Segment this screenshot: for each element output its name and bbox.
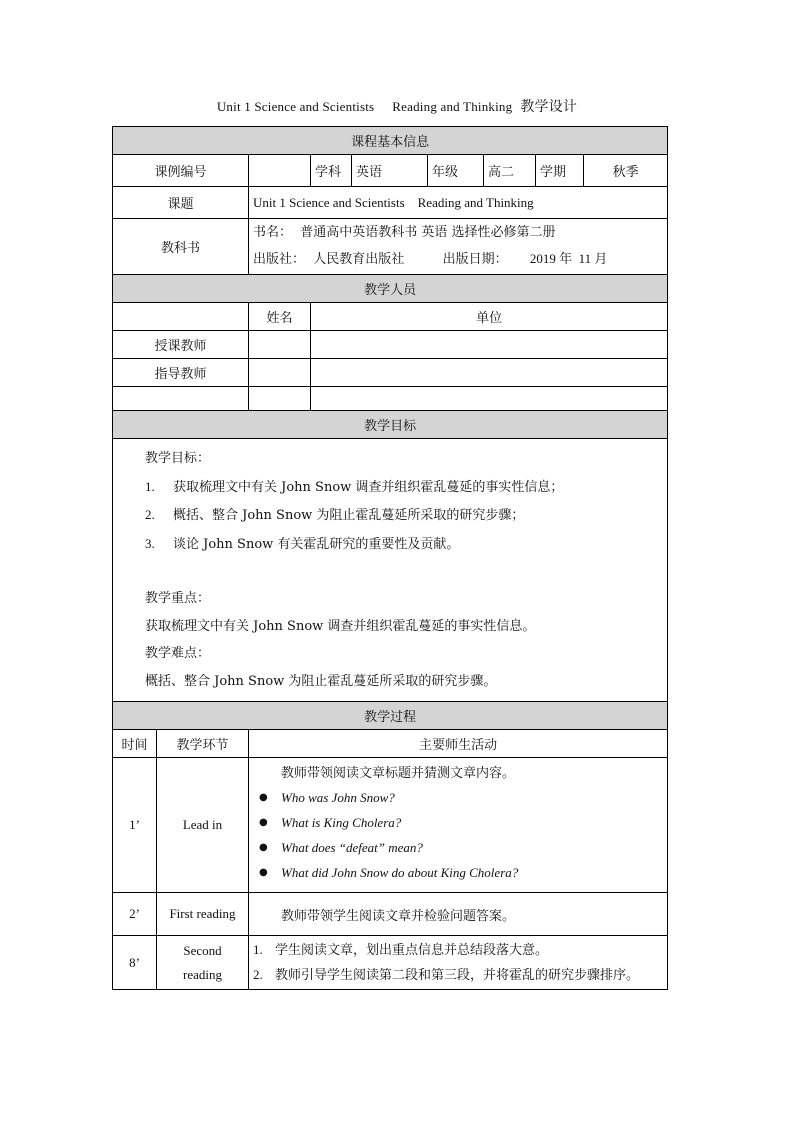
bullet-icon: ● [259, 867, 268, 878]
staff-unit [311, 387, 668, 411]
step-item [253, 938, 663, 963]
process-col-activity: 主要师生活动 [249, 730, 668, 758]
staff-unit [311, 331, 668, 359]
subject-value: 英语 [352, 155, 428, 187]
question-text: What is King Cholera? [281, 815, 402, 830]
title-section: Reading and Thinking [392, 99, 513, 114]
staff-row [113, 359, 668, 387]
section-header-basic: 课程基本信息 [113, 127, 668, 155]
goals-label: 教学目标： [145, 451, 211, 466]
section-header-objectives: 教学目标 [113, 411, 668, 439]
question-list [253, 786, 663, 886]
process-row [113, 758, 668, 893]
document-title [0, 96, 794, 116]
section-header-staff: 教学人员 [113, 275, 668, 303]
goal-item [145, 473, 659, 502]
process-stage: Lead in [157, 758, 249, 893]
process-time: 1’ [113, 758, 157, 893]
stage-line: Second [183, 942, 222, 958]
bullet-icon: ● [259, 842, 268, 853]
key-point-label: 教学重点： [145, 591, 211, 606]
process-activity [249, 936, 668, 990]
process-row [113, 893, 668, 936]
question-text: Who was John Snow? [281, 790, 395, 805]
goal-text: 获取梳理文中有关 John Snow 调查并组织霍乱蔓延的事实性信息； [173, 479, 564, 495]
question-text: What does “defeat” mean? [281, 840, 423, 855]
case-no-value [249, 155, 311, 187]
goal-text: 概括、整合 John Snow 为阻止霍乱蔓延所采取的研究步骤； [173, 508, 525, 523]
publisher-label: 出版社： [253, 252, 306, 267]
section-header-process: 教学过程 [113, 702, 668, 730]
question-item [253, 861, 663, 886]
stage-line: reading [183, 966, 222, 982]
book-name-value: 普通高中英语教科书 英语 选择性必修第二册 [300, 225, 556, 240]
process-col-time: 时间 [113, 730, 157, 758]
goal-number: 3. [145, 535, 155, 551]
process-activity [249, 758, 668, 893]
step-number: 2. [253, 966, 263, 982]
lesson-plan-table [112, 126, 668, 990]
topic-label: 课题 [113, 187, 249, 219]
activity-intro: 教师带领阅读文章标题并猜测文章内容。 [281, 766, 516, 781]
textbook-info [249, 219, 668, 275]
process-row [113, 936, 668, 990]
staff-row [113, 331, 668, 359]
step-item [253, 963, 663, 988]
difficulty-text: 概括、整合 John Snow 为阻止霍乱蔓延所采取的研究步骤。 [145, 673, 497, 689]
step-number: 1. [253, 941, 263, 957]
goal-text: 谈论 John Snow 有关霍乱研究的重要性及贡献。 [173, 536, 460, 552]
process-stage: First reading [157, 893, 249, 936]
staff-role: 指导教师 [113, 359, 249, 387]
subject-label: 学科 [311, 155, 352, 187]
bullet-icon: ● [259, 817, 268, 828]
staff-name [249, 331, 311, 359]
difficulty-label: 教学难点： [145, 646, 211, 661]
goal-number: 2. [145, 507, 155, 522]
case-no-label: 课例编号 [113, 155, 249, 187]
objectives-block [113, 439, 668, 702]
term-value: 秋季 [584, 155, 668, 187]
bullet-icon: ● [259, 792, 268, 803]
goal-number: 1. [145, 478, 155, 494]
topic-value: Unit 1 Science and Scientists Reading and Thinking [249, 187, 668, 219]
key-point-text: 获取梳理文中有关 John Snow 调查并组织霍乱蔓延的事实性信息。 [145, 618, 536, 634]
process-activity: 教师带领学生阅读文章并检验问题答案。 [249, 893, 668, 936]
staff-row [113, 387, 668, 411]
title-unit: Unit 1 Science and Scientists [216, 99, 375, 114]
pub-date-label: 出版日期： [442, 252, 508, 267]
question-item [253, 836, 663, 861]
term-label: 学期 [536, 155, 584, 187]
pub-date-value: 2019 年 11 月 [529, 251, 608, 266]
process-stage [157, 936, 249, 990]
grade-label: 年级 [428, 155, 484, 187]
publisher-value: 人民教育出版社 [313, 252, 405, 267]
staff-role: 授课教师 [113, 331, 249, 359]
grade-value: 高二 [484, 155, 536, 187]
process-col-stage: 教学环节 [157, 730, 249, 758]
title-suffix: 教学设计 [520, 99, 578, 115]
question-item [253, 811, 663, 836]
book-name-label: 书名： [253, 225, 293, 240]
staff-name [249, 359, 311, 387]
staff-col-unit: 单位 [311, 303, 668, 331]
goal-item [145, 530, 659, 559]
textbook-label: 教科书 [113, 219, 249, 275]
staff-unit [311, 359, 668, 387]
staff-role [113, 387, 249, 411]
step-text: 学生阅读文章，划出重点信息并总结段落大意。 [275, 942, 549, 958]
staff-col-name: 姓名 [249, 303, 311, 331]
process-time: 2’ [113, 893, 157, 936]
step-text: 教师引导学生阅读第二段和第三段，并将霍乱的研究步骤排序。 [275, 967, 640, 983]
process-time: 8’ [113, 936, 157, 990]
staff-name [249, 387, 311, 411]
staff-header-blank [113, 303, 249, 331]
question-item [253, 786, 663, 811]
question-text: What did John Snow do about King Cholera? [281, 865, 519, 880]
goal-item [145, 501, 659, 530]
